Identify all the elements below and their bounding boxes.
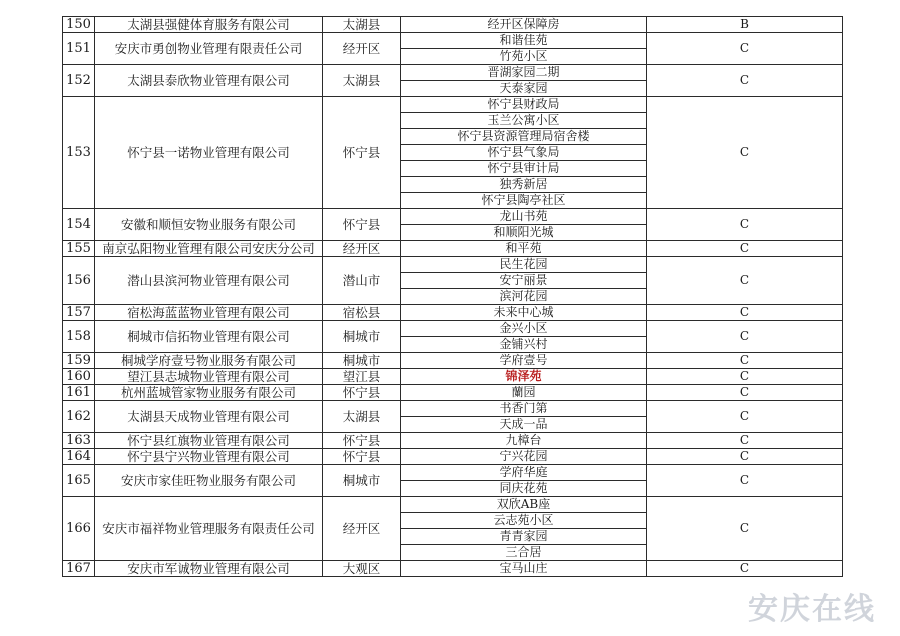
table-row bbox=[63, 257, 843, 305]
project-name: 晋湖家园二期 bbox=[401, 65, 646, 81]
company-name: 宿松海蓝蓝物业管理有限公司 bbox=[95, 305, 323, 321]
grade-level: C bbox=[647, 465, 843, 497]
table-row bbox=[63, 465, 843, 497]
area-name: 宿松县 bbox=[323, 305, 401, 321]
table-row bbox=[63, 321, 843, 353]
project-name: 和平苑 bbox=[505, 241, 542, 255]
table-row bbox=[63, 369, 843, 385]
area-name: 怀宁县 bbox=[323, 433, 401, 449]
area-name: 太湖县 bbox=[323, 65, 401, 97]
company-name: 太湖县强健体育服务有限公司 bbox=[95, 17, 323, 33]
project-list bbox=[401, 65, 647, 97]
company-name: 杭州蓝城管家物业服务有限公司 bbox=[95, 385, 323, 401]
grade-level: C bbox=[647, 385, 843, 401]
table-row bbox=[63, 209, 843, 241]
project-list bbox=[401, 257, 647, 305]
project-name: 滨河花园 bbox=[499, 289, 548, 303]
project-list bbox=[401, 305, 647, 321]
project-list bbox=[401, 369, 647, 385]
project-list bbox=[401, 321, 647, 353]
area-name: 太湖县 bbox=[323, 401, 401, 433]
company-name: 太湖县泰欣物业管理有限公司 bbox=[95, 65, 323, 97]
company-name: 怀宁县红旗物业管理有限公司 bbox=[95, 433, 323, 449]
project-name: 宝马山庄 bbox=[499, 561, 548, 575]
property-company-grading-table bbox=[62, 16, 843, 577]
area-name: 怀宁县 bbox=[323, 209, 401, 241]
area-name: 望江县 bbox=[323, 369, 401, 385]
table-row bbox=[63, 353, 843, 369]
project-name: 学府华庭 bbox=[401, 465, 646, 481]
row-number: 160 bbox=[63, 369, 95, 385]
project-name: 玉兰公寓小区 bbox=[401, 113, 646, 129]
project-list bbox=[401, 561, 647, 577]
project-name: 青青家园 bbox=[401, 529, 646, 545]
company-name: 潜山县滨河物业管理有限公司 bbox=[95, 257, 323, 305]
project-name: 学府壹号 bbox=[499, 353, 548, 367]
area-name: 怀宁县 bbox=[323, 449, 401, 465]
company-name: 怀宁县一诺物业管理有限公司 bbox=[95, 97, 323, 209]
grade-level: C bbox=[647, 305, 843, 321]
project-name: 书香门第 bbox=[401, 401, 646, 417]
project-name: 经开区保障房 bbox=[487, 17, 560, 31]
grade-level: C bbox=[647, 433, 843, 449]
project-name: 三合居 bbox=[505, 545, 542, 559]
project-list bbox=[401, 353, 647, 369]
project-name: 同庆花苑 bbox=[499, 481, 548, 495]
area-name: 桐城市 bbox=[323, 353, 401, 369]
grade-level: C bbox=[647, 257, 843, 305]
project-list bbox=[401, 17, 647, 33]
table-row bbox=[63, 497, 843, 561]
grade-level: C bbox=[647, 97, 843, 209]
project-name: 怀宁县气象局 bbox=[401, 145, 646, 161]
project-name: 和顺阳光城 bbox=[493, 225, 554, 239]
row-number: 161 bbox=[63, 385, 95, 401]
row-number: 151 bbox=[63, 33, 95, 65]
row-number: 157 bbox=[63, 305, 95, 321]
row-number: 155 bbox=[63, 241, 95, 257]
grade-level: C bbox=[647, 209, 843, 241]
project-name: 双欣AB座 bbox=[401, 497, 646, 513]
project-name: 金铺兴村 bbox=[499, 337, 548, 351]
row-number: 156 bbox=[63, 257, 95, 305]
company-name: 安庆市福祥物业管理服务有限责任公司 bbox=[95, 497, 323, 561]
project-name: 怀宁县资源管理局宿舍楼 bbox=[401, 129, 646, 145]
project-list bbox=[401, 433, 647, 449]
project-name: 安宁丽景 bbox=[401, 273, 646, 289]
project-list bbox=[401, 33, 647, 65]
row-number: 159 bbox=[63, 353, 95, 369]
project-name: 怀宁县审计局 bbox=[401, 161, 646, 177]
project-name: 和谐佳苑 bbox=[401, 33, 646, 49]
grade-level: C bbox=[647, 241, 843, 257]
project-name: 民生花园 bbox=[401, 257, 646, 273]
row-number: 150 bbox=[63, 17, 95, 33]
row-number: 154 bbox=[63, 209, 95, 241]
company-name: 桐城学府壹号物业服务有限公司 bbox=[95, 353, 323, 369]
area-name: 怀宁县 bbox=[323, 385, 401, 401]
project-list bbox=[401, 401, 647, 433]
project-list bbox=[401, 449, 647, 465]
grade-level: C bbox=[647, 449, 843, 465]
row-number: 166 bbox=[63, 497, 95, 561]
project-list bbox=[401, 209, 647, 241]
area-name: 潜山市 bbox=[323, 257, 401, 305]
project-name: 金兴小区 bbox=[401, 321, 646, 337]
project-name: 龙山书苑 bbox=[401, 209, 646, 225]
area-name: 怀宁县 bbox=[323, 97, 401, 209]
row-number: 153 bbox=[63, 97, 95, 209]
project-name: 怀宁县陶亭社区 bbox=[481, 193, 566, 207]
table-row bbox=[63, 241, 843, 257]
table-row bbox=[63, 449, 843, 465]
company-name: 安徽和顺恒安物业服务有限公司 bbox=[95, 209, 323, 241]
area-name: 太湖县 bbox=[323, 17, 401, 33]
company-name: 南京弘阳物业管理有限公司安庆分公司 bbox=[95, 241, 323, 257]
project-name: 宁兴花园 bbox=[499, 449, 548, 463]
company-name: 安庆市军诚物业管理有限公司 bbox=[95, 561, 323, 577]
project-name: 天泰家园 bbox=[499, 81, 548, 95]
row-number: 152 bbox=[63, 65, 95, 97]
table-body bbox=[63, 17, 843, 577]
row-number: 162 bbox=[63, 401, 95, 433]
table-row bbox=[63, 305, 843, 321]
company-name: 怀宁县宁兴物业管理有限公司 bbox=[95, 449, 323, 465]
project-name: 锦泽苑 bbox=[505, 369, 542, 383]
company-name: 太湖县天成物业管理有限公司 bbox=[95, 401, 323, 433]
grade-level: C bbox=[647, 353, 843, 369]
project-list bbox=[401, 465, 647, 497]
project-list bbox=[401, 241, 647, 257]
grade-level: C bbox=[647, 33, 843, 65]
project-name: 未来中心城 bbox=[493, 305, 554, 319]
project-list bbox=[401, 97, 647, 209]
project-name: 云志苑小区 bbox=[401, 513, 646, 529]
table-row bbox=[63, 433, 843, 449]
project-name: 竹苑小区 bbox=[499, 49, 548, 63]
area-name: 经开区 bbox=[323, 33, 401, 65]
table-row bbox=[63, 97, 843, 209]
company-name: 望江县志城物业管理有限公司 bbox=[95, 369, 323, 385]
area-name: 经开区 bbox=[323, 241, 401, 257]
area-name: 经开区 bbox=[323, 497, 401, 561]
row-number: 167 bbox=[63, 561, 95, 577]
row-number: 164 bbox=[63, 449, 95, 465]
grade-level: C bbox=[647, 369, 843, 385]
grade-level: C bbox=[647, 561, 843, 577]
table-row bbox=[63, 17, 843, 33]
table-row bbox=[63, 33, 843, 65]
area-name: 桐城市 bbox=[323, 465, 401, 497]
company-name: 安庆市勇创物业管理有限责任公司 bbox=[95, 33, 323, 65]
grade-level: C bbox=[647, 65, 843, 97]
company-name: 桐城市信拓物业管理有限公司 bbox=[95, 321, 323, 353]
grade-level: B bbox=[647, 17, 843, 33]
area-name: 桐城市 bbox=[323, 321, 401, 353]
project-list bbox=[401, 497, 647, 561]
grade-level: C bbox=[647, 321, 843, 353]
document-sheet bbox=[62, 16, 842, 577]
table-row bbox=[63, 385, 843, 401]
grade-level: C bbox=[647, 497, 843, 561]
project-list bbox=[401, 385, 647, 401]
project-name: 蘭园 bbox=[511, 385, 536, 399]
row-number: 163 bbox=[63, 433, 95, 449]
grade-level: C bbox=[647, 401, 843, 433]
project-name: 九樟台 bbox=[505, 433, 542, 447]
area-name: 大观区 bbox=[323, 561, 401, 577]
project-name: 天成一品 bbox=[499, 417, 548, 431]
row-number: 165 bbox=[63, 465, 95, 497]
project-name: 怀宁县财政局 bbox=[401, 97, 646, 113]
table-row bbox=[63, 561, 843, 577]
table-row bbox=[63, 401, 843, 433]
company-name: 安庆市家佳旺物业服务有限公司 bbox=[95, 465, 323, 497]
watermark-logo: 安庆在线 bbox=[748, 592, 876, 627]
project-name: 独秀新居 bbox=[401, 177, 646, 193]
table-row bbox=[63, 65, 843, 97]
row-number: 158 bbox=[63, 321, 95, 353]
